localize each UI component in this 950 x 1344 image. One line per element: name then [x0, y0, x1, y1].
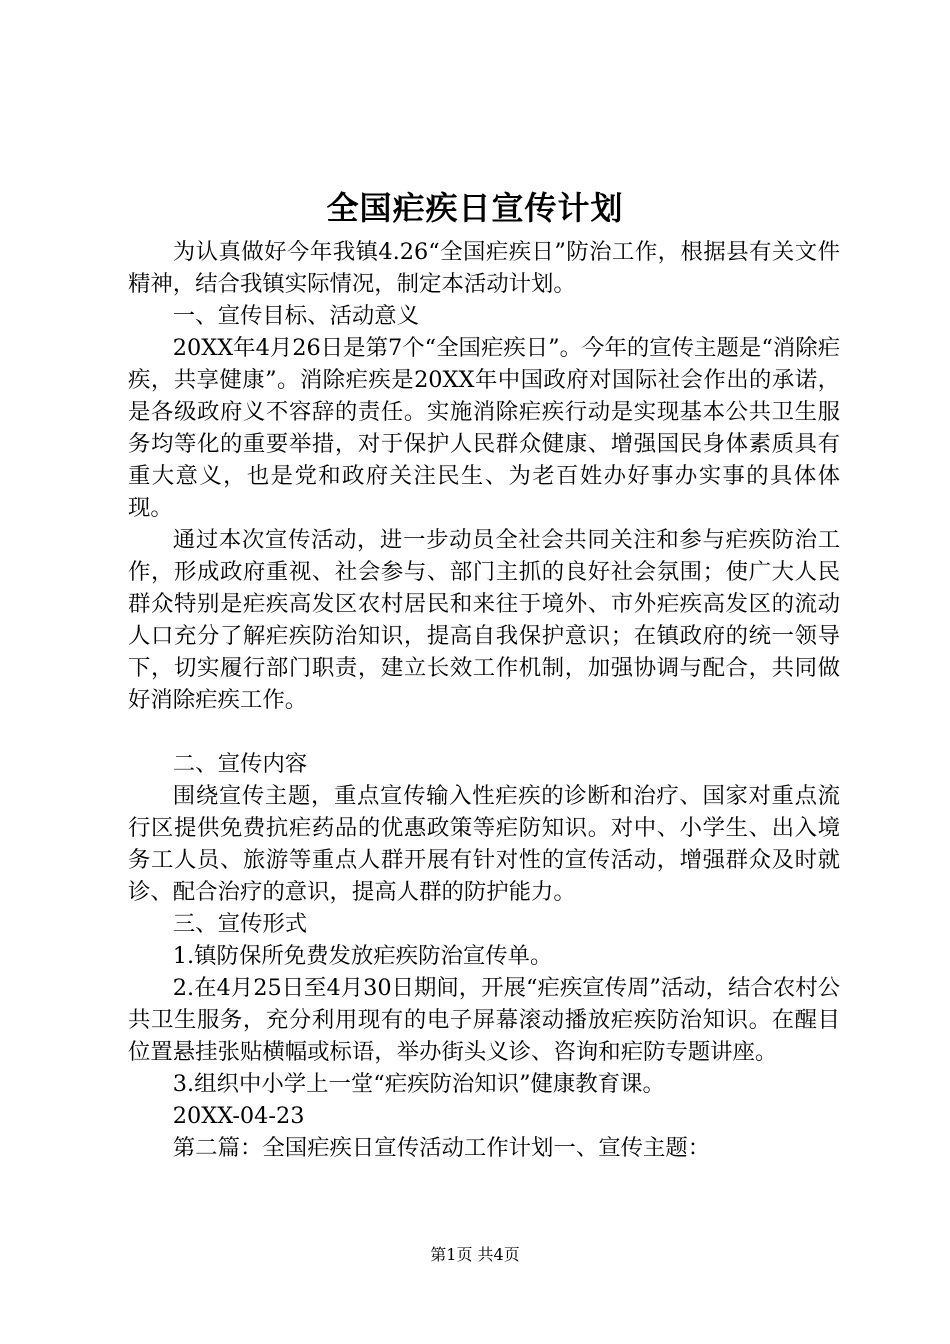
list-item-1: 1.镇防保所免费发放疟疾防治宣传单。 — [172, 943, 553, 969]
paragraph-significance: 20XX年4月26日是第7个“全国疟疾日”。今年的宣传主题是“消除疟疾，共享健康”。消除疟疾是20XX年中国政府对国际社会作出的承诺，是各级政府义不容辞的责任。实施消除疟疾行动是实现基本公共卫生服务均等化的重要举措，对于保护人民群众健康、增强国民身体素质具有重大意义，也是党和政府关注民生、为老百姓办好事办实事的具体体现。 — [128, 335, 840, 521]
paragraph-part-two: 第二篇：全国疟疾日宣传活动工作计划一、宣传主题： — [172, 1135, 711, 1161]
document-date: 20XX-04-23 — [172, 1103, 305, 1129]
paragraph-intro: 为认真做好今年我镇4.26“全国疟疾日”防治工作，根据县有关文件精神，结合我镇实际情况，制定本活动计划。 — [128, 239, 840, 297]
document-title: 全国疟疾日宣传计划 — [326, 189, 624, 227]
heading-section-3: 三、宣传形式 — [172, 911, 308, 937]
page-number-footer: 第1页 共4页 — [430, 1245, 520, 1264]
list-item-3: 3.组织中小学上一堂“疟疾防治知识”健康教育课。 — [172, 1071, 665, 1097]
list-item-2: 2.在4月25日至4月30日期间，开展“疟疾宣传周”活动，结合农村公共卫生服务，充分利用现有的电子屏幕滚动播放疟疾防治知识。在醒目位置悬挂张贴横幅或标语，举办街头义诊、咨询和疟防专题讲座。 — [128, 975, 840, 1065]
document-body — [128, 236, 840, 1164]
heading-section-2: 二、宣传内容 — [172, 751, 308, 777]
paragraph-goals: 通过本次宣传活动，进一步动员全社会共同关注和参与疟疾防治工作，形成政府重视、社会参与、部门主抓的良好社会氛围；使广大人民群众特别是疟疾高发区农村居民和来往于境外、市外疟疾高发区的流动人口充分了解疟疾防治知识，提高自我保护意识；在镇政府的统一领导下，切实履行部门职责，建立长效工作机制，加强协调与配合，共同做好消除疟疾工作。 — [128, 527, 840, 713]
paragraph-spacer — [128, 716, 840, 748]
heading-section-1: 一、宣传目标、活动意义 — [172, 303, 420, 329]
paragraph-content: 围绕宣传主题，重点宣传输入性疟疾的诊断和治疗、国家对重点流行区提供免费抗疟药品的优惠政策等疟防知识。对中、小学生、出入境务工人员、旅游等重点人群开展有针对性的宣传活动，增强群众及时就诊、配合治疗的意识，提高人群的防护能力。 — [128, 783, 840, 905]
